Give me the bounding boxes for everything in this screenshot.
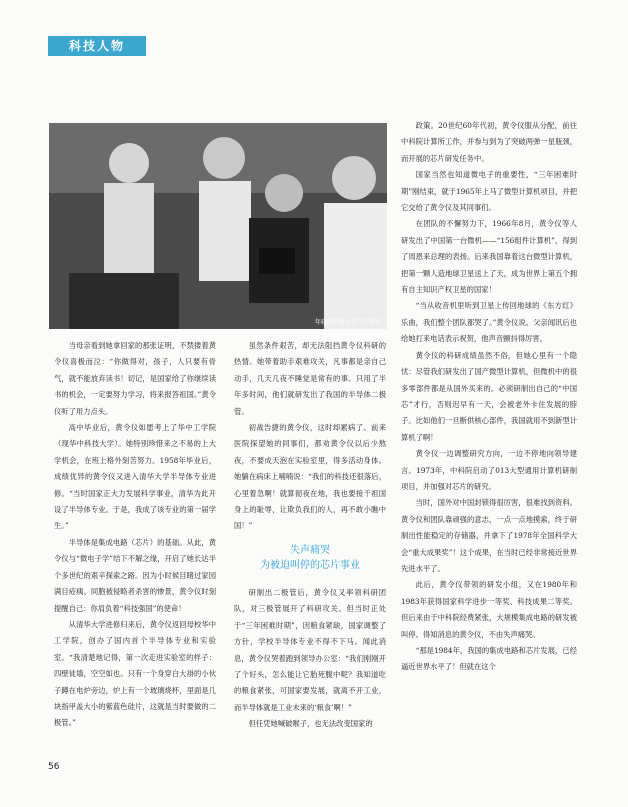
historical-photo [49, 123, 387, 329]
text-column-2 [234, 338, 386, 756]
subheading-line-2: 为被迫叫停的芯片事业 [260, 559, 360, 571]
photo-scene [49, 123, 387, 329]
paragraph: 黄令仪一边调整研究方向，一边不停地向领导建言。1973年，中科院启动了013大型通用计算机研制项目，并加强对芯片的研究。 [401, 449, 577, 491]
subheading-line-1: 失声痛哭 [290, 544, 330, 556]
paragraph: “当从收音机里听到卫星上传回地球的《东方红》乐曲，我们整个团队都哭了。”黄令仪说。父亲闻讯后也给她打来电话表示祝贺，他声音颤抖得厉害。 [401, 301, 577, 344]
text-column-3 [401, 118, 577, 760]
paragraph: “那是1984年，我国的集成电路和芯片发展，已经逼近世界水平了！但就在这个 [401, 646, 577, 672]
paragraph: 黄令仪的科研成绩虽然不俗，但她心里有一个隐忧：尽管我们研发出了国产微型计算机，但微机中的很多零部件都是从国外买来的。必须研制出自己的“中国芯”才行，否则迟早有一天，会被老外卡住发展的脖子。比如他们一旦断供核心部件，我国就用不到新型计算机了啊！ [401, 350, 577, 442]
paragraph: 当母亲看到她拿回家的那张证明，不禁搂着黄令仪喜极而泣：“你做得对，孩子，人只要有骨气，就不能放弃读书！切记，是国家给了你继续读书的机会，一定要努力学习，将来报答祖国。”黄令仪听了用力点头。 [54, 341, 216, 416]
paragraph: 但任凭她喊破喉子，也无法改变国家的 [248, 719, 373, 729]
paragraph: 半导体是集成电路（芯片）的基础。从此，黄令仪与“微电子学”结下不解之缘，开启了她长达半个多世纪的艰辛探索之路。因为小时候目睹过家园满目疮痍、同胞被侵略者杀害的惨景，黄令仪时刻提醒自己：你肩负着“科技强国”的使命！ [54, 537, 216, 613]
paragraph: 虽然条件艰苦，却无法阻挡黄令仪科研的热情。她带着助手艰难攻关，凡事都是亲自己动手，几天几夜不睡觉是常有的事。只用了半年多时间，他们就研发出了我国的半导体二极管。 [234, 341, 386, 416]
paragraph: 高中毕业后，黄令仪如愿考上了华中工学院（现华中科技大学）。她特别珍惜来之不易的上大学机会，在班上格外刻苦努力。1958年毕业后，成绩优异的黄令仪又进入清华大学半导体专业进修。“当时国家正大力发展科学事业，清华为此开设了半导体专业。于是，我成了该专业的第一届学生。” [54, 423, 216, 531]
section-subheading [234, 543, 386, 573]
paragraph: 当时，国外对中国封锁得很厉害，很难找到资料。黄令仪和团队靠顽强的意志，一点一点地摸索，终于研制出性能稳定的存储器，并拿下了1978年全国科学大会“重大成果奖”！这个成果，在当时已经非常接近世界先进水平了。 [401, 498, 577, 573]
section-label: 科技人物 [48, 36, 146, 56]
paragraph: 研制出二极管后，黄令仪又率领科研团队，对三极管展开了科研攻关。但当时正处于“三年困难时期”，因粮食紧缺，国家调整了方针，学校半导体专业不得不下马。闻此消息，黄令仪哭着跑到领导办公室：“我们刚刚开了个好头，怎么能让它胎死腹中呢？我知道吃的粮食紧张，可国家要发展，就离不开工业，而半导体就是工业未来的‘粮食’啊！” [234, 587, 386, 712]
paragraph: 从清华大学进修归来后，黄令仪返回母校华中工学院，创办了国内首个半导体专业和实验室。“我清楚地记得，第一次走进实验室的样子：四壁徒墙，空空如也。只有一个身穿白大褂的小伙子蹲在电炉旁边，炉上有一个玻璃烧杯，里面是几块指甲盖大小的紫蓝色硅片，这就是当时要做的二极管。” [54, 619, 216, 728]
paragraph: 初战告捷的黄令仪，这时却累病了。前来医院探望她的同事们，都劝黄令仪以后少熬夜，不要成天泡在实验室里，得多活动身体。她躺在病床上喃喃说：“我们的科技还很落后，心里着急啊！就算彻夜在地，我也要接干祖国身上的耻辱，让欺负我们的人，再不敢小瞧中国！” [234, 423, 386, 531]
page-number: 56 [48, 762, 60, 772]
text-column-1 [54, 338, 216, 756]
paragraph: 国家当然也知道微电子的重要性，“三年困难时期”刚结束，就于1965年上马了微型计算机项目，并把它交给了黄令仪及其同事们。 [401, 170, 577, 213]
paragraph: 在团队的不懈努力下，1966年8月，黄令仪等人研发出了中国第一台微机——“156组件计算机”，得到了周恩来总理的表扬。后来我国靠着这台微型计算机，把第一颗人造地球卫星送上了天，成为世界上第五个拥有自主知识产权卫星的国家！ [401, 219, 577, 295]
photo-caption: 年轻时的黄令仪与同事们 [314, 319, 381, 326]
paragraph: 政策。20世纪60年代初，黄令仪服从分配，前往中科院计算所工作，并参与到为了突破两弹一星瓶颈，而开展的芯片研发任务中。 [401, 121, 577, 163]
paragraph: 此后，黄令仪带领的研发小组，又在1980年和1983年获得国家科学进步一等奖、科技成果二等奖。但后来由于中科院经费紧张，大规模集成电路的研发被叫停。得知消息的黄令仪，不由失声痛哭。 [401, 580, 577, 639]
